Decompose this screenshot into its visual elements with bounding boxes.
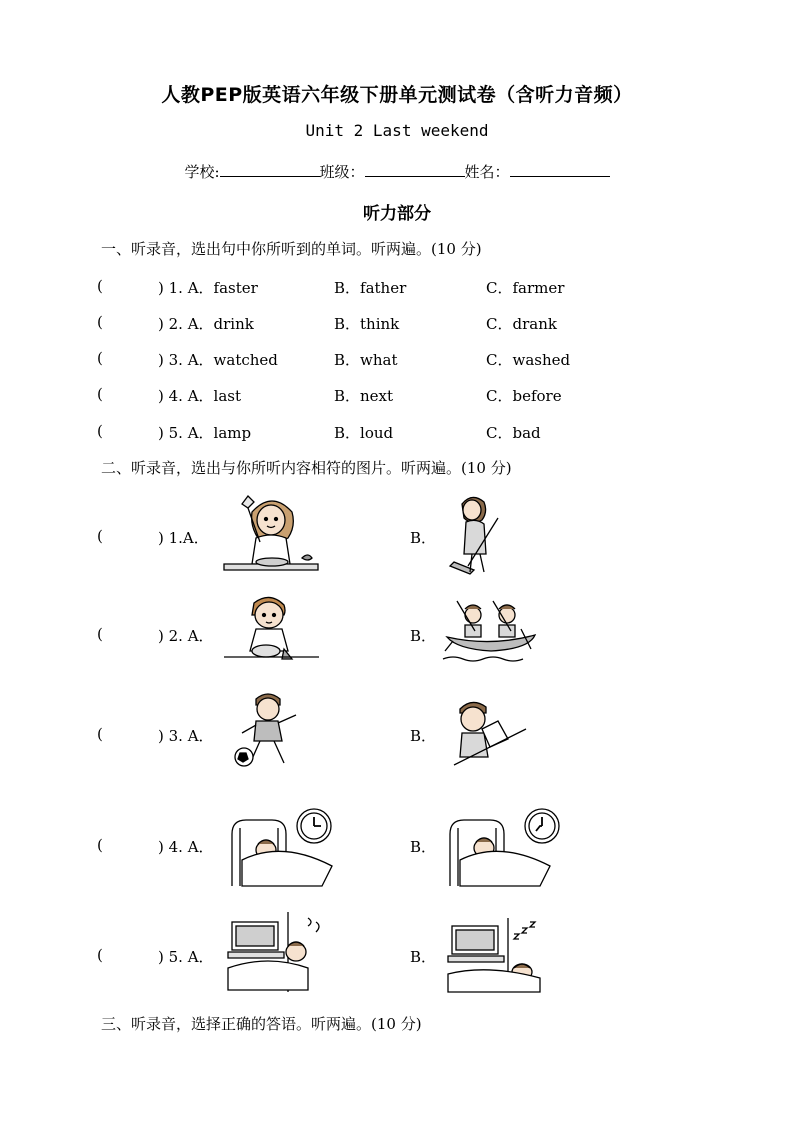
answer-paren[interactable]: ( [97, 725, 103, 743]
unit-subtitle: Unit 2 Last weekend [305, 121, 489, 140]
option-c: C．farmer [486, 279, 565, 297]
answer-paren[interactable]: ( [97, 946, 103, 964]
girl-sweeping-picture[interactable] [448, 494, 508, 576]
option-a: ) 5. A．lamp [158, 424, 252, 442]
option-c: C．bad [486, 424, 541, 442]
option-c: C．before [486, 387, 562, 405]
answer-paren[interactable]: ( [97, 422, 103, 440]
option-a-label: ) 3. A． [158, 727, 214, 745]
girl-waking-clock-picture[interactable] [446, 804, 574, 888]
kids-rowing-boat-picture[interactable] [443, 601, 539, 667]
option-a: ) 2. A．drink [158, 315, 254, 333]
answer-paren[interactable]: ( [97, 313, 103, 331]
boy-reading-book-picture[interactable] [452, 699, 526, 767]
school-blank[interactable] [220, 162, 320, 177]
option-b: B．think [334, 315, 400, 333]
option-a: ) 3. A．watched [158, 351, 278, 369]
girl-sleeping-clock-picture[interactable] [228, 804, 356, 888]
answer-paren[interactable]: ( [97, 527, 103, 545]
option-b-label: B． [410, 627, 437, 645]
answer-paren[interactable]: ( [97, 277, 103, 295]
section2-title: 二、听录音，选出与你所听内容相符的图片。听两遍。(10 分) [101, 459, 512, 477]
boy-washing-picture[interactable] [224, 595, 319, 667]
option-a-label: ) 4. A． [158, 838, 214, 856]
option-b: B．loud [334, 424, 394, 442]
option-b: B．father [334, 279, 407, 297]
name-label: 姓名： [464, 163, 510, 181]
school-label: 学校: [184, 163, 220, 181]
boy-sleeping-tv-picture[interactable] [446, 918, 542, 992]
option-b: B．what [334, 351, 398, 369]
girl-cooking-picture[interactable] [222, 492, 320, 574]
option-b: B．next [334, 387, 394, 405]
section3-title: 三、听录音，选择正确的答语。听两遍。(10 分) [101, 1015, 422, 1033]
boy-playing-football-picture[interactable] [230, 693, 302, 771]
class-blank[interactable] [365, 162, 465, 177]
option-a: ) 4. A．last [158, 387, 241, 405]
option-b-label: B． [410, 529, 437, 547]
option-c: C．drank [486, 315, 557, 333]
section1-title: 一、听录音，选出句中你所听到的单词。听两遍。(10 分) [101, 240, 482, 258]
answer-paren[interactable]: ( [97, 625, 103, 643]
option-c: C．washed [486, 351, 571, 369]
option-a-label: ) 2. A． [158, 627, 214, 645]
student-info-line [0, 161, 794, 182]
answer-paren[interactable]: ( [97, 836, 103, 854]
option-a-label: ) 1.A． [158, 529, 209, 547]
option-b-label: B． [410, 727, 437, 745]
listening-heading: 听力部分 [363, 204, 431, 224]
answer-paren[interactable]: ( [97, 349, 103, 367]
class-label: 班级： [319, 163, 365, 181]
option-b-label: B． [410, 838, 437, 856]
page-title: 人教PEP版英语六年级下册单元测试卷（含听力音频） [161, 84, 633, 106]
name-blank[interactable] [510, 162, 610, 177]
option-a: ) 1. A．faster [158, 279, 258, 297]
option-a-label: ) 5. A． [158, 948, 214, 966]
boy-tv-bed-picture[interactable] [226, 912, 326, 992]
answer-paren[interactable]: ( [97, 385, 103, 403]
option-b-label: B． [410, 948, 437, 966]
